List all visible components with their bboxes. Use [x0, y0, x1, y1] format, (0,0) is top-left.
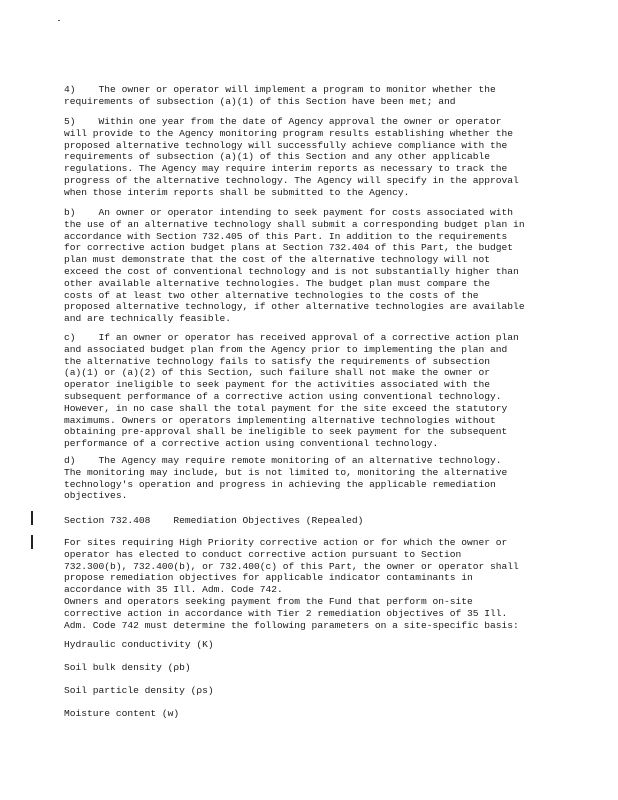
page-speck: [58, 20, 60, 21]
parameter-item: Hydraulic conductivity (K): [64, 639, 214, 650]
parameter-item: Soil bulk density (ρb): [64, 662, 191, 673]
paragraph-b: b) An owner or operator intending to seek payment for costs associated with the use of an alternative technology shall submit a corresponding budget plan in accordance with Section 732.405 of this Part. In addition to the requirements for corrective action budget plans at Section 732.404 of this Part, the budget plan must demonstrate that the cost of the alternative technology will not exceed the cost of conventional technology and is not substantially higher than other available alternative technologies. The budget plan must compare the costs of at least two other alternative technologies to the costs of the proposed alternative technology, if other alternative technologies are available and are technically feasible.: [64, 207, 525, 325]
paragraph-c: c) If an owner or operator has received approval of a corrective action plan and associated budget plan from the Agency prior to implementing the plan and the alternative technology fails to satisfy the requirements of subsection (a)(1) or (a)(2) of this Section, such failure shall not make the owner or operator ineligible to seek payment for the activities associated with the subsequent performance of a corrective action using conventional technology. However, in no case shall the total payment for the site exceed the statutory maximums. Owners or operators implementing alternative technologies without obtaining pre-approval shall be ineligible to seek payment for the subsequent performance of a corrective action using conventional technology.: [64, 332, 519, 450]
paragraph-5: 5) Within one year from the date of Agency approval the owner or operator will provide to the Agency monitoring program results establishing whether the proposed alternative technology will successfully achieve compliance with the requirements of subsection (a)(1) of this Section and any other applicable regulations. The Agency may require interim reports as necessary to track the progress of the alternative technology. The Agency will specify in the approval when those interim reports shall be submitted to the Agency.: [64, 116, 519, 198]
paragraph-d: d) The Agency may require remote monitoring of an alternative technology. The monitoring may include, but is not limited to, monitoring the alternative technology's operation and progress in achieving the applicable remediation objectives.: [64, 455, 508, 502]
parameter-item: Moisture content (w): [64, 708, 180, 719]
revision-bar: [31, 535, 33, 549]
revision-bar: [31, 511, 33, 525]
parameter-item: Soil particle density (ρs): [64, 685, 214, 696]
paragraph-4: 4) The owner or operator will implement a program to monitor whether the requirements of subsection (a)(1) of this Section have been met; and: [64, 84, 496, 107]
paragraph-e: For sites requiring High Priority corrective action or for which the owner or operator has elected to conduct corrective action pursuant to Section 732.300(b), 732.400(b), or 732.400(c) of this Part, the owner or operator shall propose remediation objectives for applicable indicator contaminants in accordance with 35 Ill. Adm. Code 742. Owners and operators seeking payment from the Fund that perform on-site corrective action in accordance with Tier 2 remediation objectives of 35 Ill. Adm. Code 742 must determine the following parameters on a site-specific basis:: [64, 537, 519, 631]
section-heading: Section 732.408 Remediation Objectives (Repealed): [64, 515, 364, 526]
